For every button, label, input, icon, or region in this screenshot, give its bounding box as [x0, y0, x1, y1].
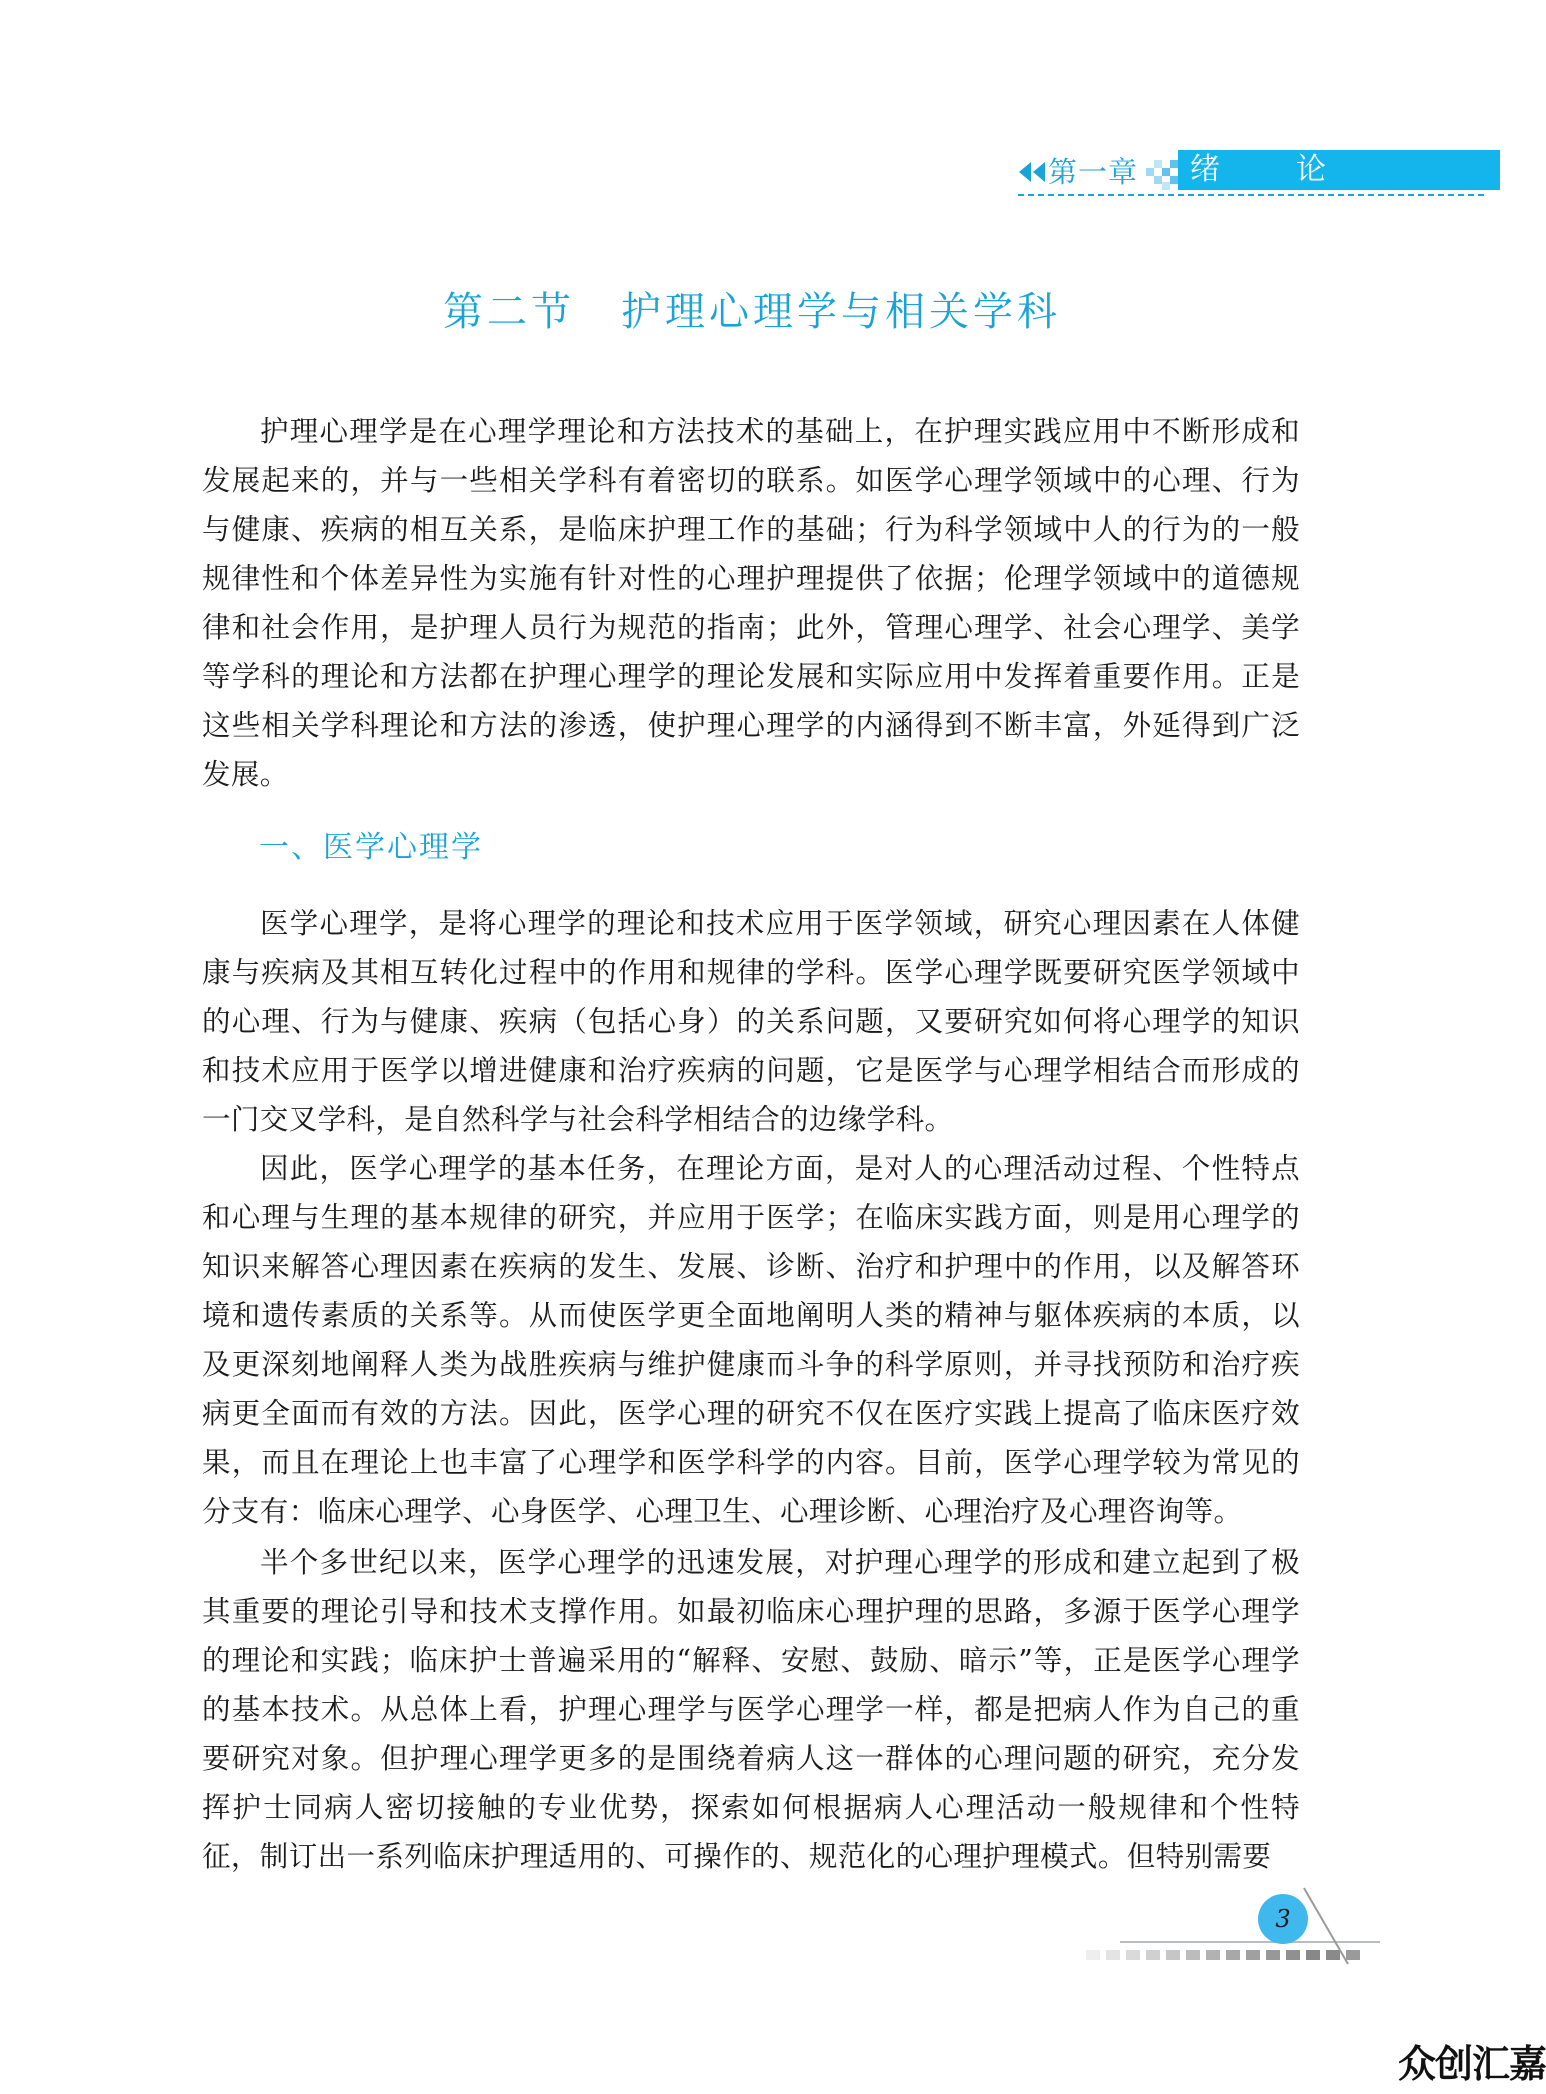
paragraph-tasks: 因此，医学心理学的基本任务，在理论方面，是对人的心理活动过程、个性特点和心理与生理的基本规律的研究，并应用于医学；在临床实践方面，则是用心理学的知识来解答心理因素在疾病的发生、发展、诊断、治疗和护理中的作用，以及解答环境和遗传素质的关系等。从而使医学更全面地阐明人类的精神与躯体疾病的本质，以及更深刻地阐释人类为战胜疾病与维护健康而斗争的科学原则，并寻找预防和治疗疾病更全面而有效的方法。因此，医学心理的研究不仅在医疗实践上提高了临床医疗效果，而且在理论上也丰富了心理学和医学科学的内容。目前，医学心理学较为常见的分支有：临床心理学、心身医学、心理卫生、心理诊断、心理治疗及心理咨询等。: [202, 1152, 1300, 1528]
paragraph-definition: 医学心理学，是将心理学的理论和技术应用于医学领域，研究心理因素在人体健康与疾病及其相互转化过程中的作用和规律的学科。医学心理学既要研究医学领域中的心理、行为与健康、疾病（包括心身）的关系问题，又要研究如何将心理学的知识和技术应用于医学以增进健康和治疗疾病的问题，它是医学与心理学相结合而形成的一门交叉学科，是自然科学与社会科学相结合的边缘学科。: [202, 907, 1300, 1136]
section-number: 第二节: [443, 289, 575, 335]
page-number: 3: [1275, 1905, 1291, 1933]
subheading-medical-psychology: 一、医学心理学: [259, 830, 483, 865]
double-left-arrow-icon: [1018, 162, 1046, 182]
section-heading: 护理心理学与相关学科: [621, 289, 1061, 335]
running-header: [1018, 150, 1484, 194]
paragraph-development: 半个多世纪以来，医学心理学的迅速发展，对护理心理学的形成和建立起到了极其重要的理论引导和技术支撑作用。如最初临床心理护理的思路，多源于医学心理学的理论和实践；临床护士普遍采用的“解释、安慰、鼓励、暗示”等，正是医学心理学的基本技术。从总体上看，护理心理学与医学心理学一样，都是把病人作为自己的重要研究对象。但护理心理学更多的是围绕着病人这一群体的心理问题的研究，充分发挥护士同病人密切接触的专业优势，探索如何根据病人心理活动一般规律和个性特征，制订出一系列临床护理适用的、可操作的、规范化的心理护理模式。但特别需要: [202, 1546, 1300, 1873]
header-dashed-rule: [1018, 194, 1484, 196]
chapter-title: 绪论: [1190, 152, 1402, 187]
chapter-label: 第一章: [1048, 155, 1139, 189]
footer-slash-decoration: [1300, 1886, 1360, 1966]
section-title: [0, 282, 1504, 342]
paragraph-intro: 护理心理学是在心理学理论和方法技术的基础上，在护理实践应用中不断形成和发展起来的，并与一些相关学科有着密切的联系。如医学心理学领域中的心理、行为与健康、疾病的相互关系，是临床护理工作的基础；行为科学领域中人的行为的一般规律性和个体差异性为实施有针对性的心理护理提供了依据；伦理学领域中的道德规律和社会作用，是护理人员行为规范的指南；此外，管理心理学、社会心理学、美学等学科的理论和方法都在护理心理学的理论发展和实际应用中发挥着重要作用。正是这些相关学科理论和方法的渗透，使护理心理学的内涵得到不断丰富，外延得到广泛发展。: [202, 415, 1300, 791]
watermark: 众创汇嘉: [1398, 2042, 1546, 2086]
